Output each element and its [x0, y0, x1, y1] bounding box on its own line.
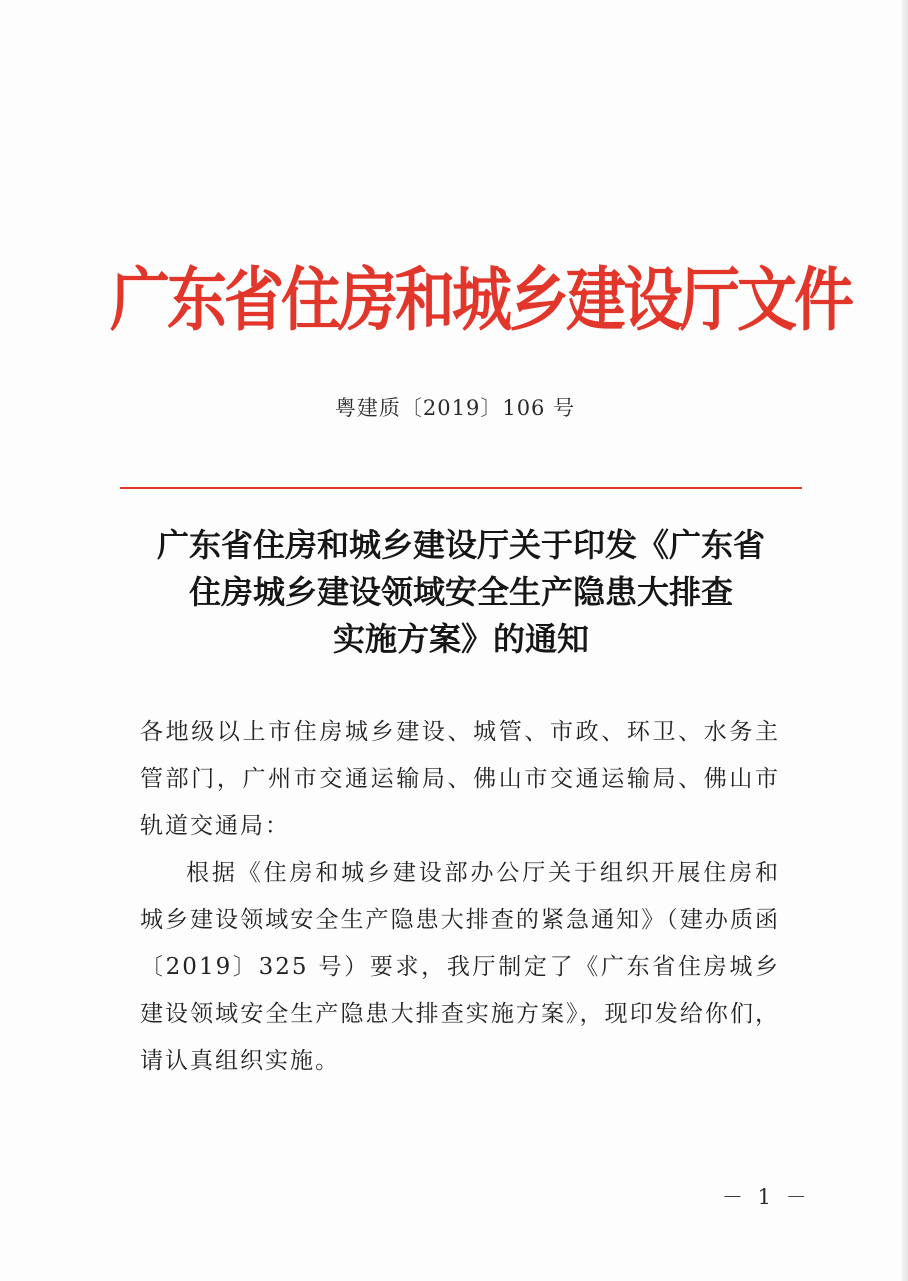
- salutation: 各地级以上市住房城乡建设、城管、市政、环卫、水务主管部门，广州市交通运输局、佛山市交通运输局、佛山市轨道交通局：: [140, 719, 780, 839]
- page-number: － 1 －: [722, 1185, 811, 1209]
- document-body: [140, 709, 780, 1085]
- document-number: 粤建质〔2019〕106 号: [334, 396, 576, 420]
- body-paragraph: 根据《住房和城乡建设部办公厅关于组织开展住房和城乡建设领域安全生产隐患大排查的紧急通知》（建办质函〔2019〕325 号）要求，我厅制定了《广东省住房城乡建设领域安全生产隐患大排查实施方案》，现印发给你们，请认真组织实施。: [140, 860, 780, 1074]
- page-edge-shadow: [902, 0, 908, 1281]
- title-line-3: 实施方案》的通知: [332, 620, 589, 658]
- issuer-header: 广东省住房和城乡建设厅文件: [110, 260, 851, 341]
- title-line-2: 住房城乡建设领域安全生产隐患大排查: [188, 573, 733, 611]
- document-title: [120, 522, 802, 663]
- red-separator-line: [120, 487, 802, 489]
- title-line-1: 广东省住房和城乡建设厅关于印发《广东省: [156, 526, 765, 564]
